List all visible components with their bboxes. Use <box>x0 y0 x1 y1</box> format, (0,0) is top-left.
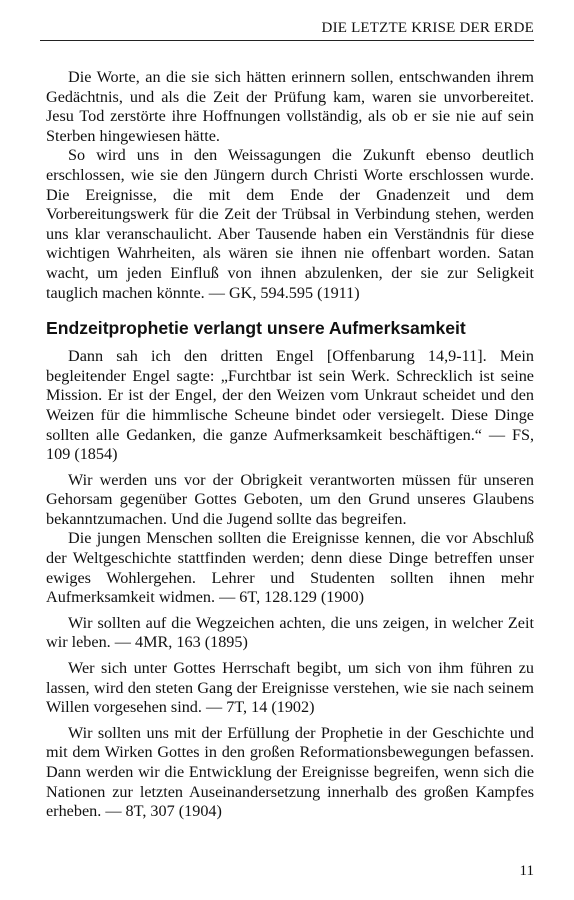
running-header <box>40 18 534 41</box>
section-heading: Endzeitprophetie verlangt unsere Aufmerksamkeit <box>46 318 466 339</box>
paragraph: So wird uns in den Weissagungen die Zukunft ebenso deutlich erschlossen, wie sie den Jüngern durch Christi Worte erschlossen wurde. Die Ereignisse, die mit dem Ende der Gnadenzeit und dem Vorbereitungswerk für die Zeit der Trübsal in Verbindung stehen, werden uns klar veranschaulicht. Aber Tausende haben ein Verständnis für diese wichtigen Wahrheiten, als wären sie ihnen nie offenbart worden. Satan wacht, um jeden Einfluß von ihnen abzulenken, der sie zur Seligkeit tauglich machen könnte. — GK, 594.595 (1911) <box>46 146 534 302</box>
paragraph: Die Worte, an die sie sich hätten erinnern sollen, entschwanden ihrem Gedächtnis, und als die Zeit der Prüfung kam, waren sie unvorbereitet. Jesu Tod zerstörte ihre Hoffnungen vollständig, als ob er sie nie auf sein Sterben hingewiesen hätte. <box>46 68 534 145</box>
paragraph: Wir sollten uns mit der Erfüllung der Prophetie in der Geschichte und mit dem Wirken Gottes in den großen Reformationsbewegungen befassen. Dann werden wir die Entwicklung der Ereignisse begreifen, wenn sich die Nationen zur letzten Auseinandersetzung innerhalb des großen Kampfes erheben. — 8T, 307 (1904) <box>46 723 534 821</box>
running-title: DIE LETZTE KRISE DER ERDE <box>321 20 534 36</box>
paragraph: Dann sah ich den dritten Engel [Offenbarung 14,9-11]. Mein begleitender Engel sagte: „Furchtbar ist sein Werk. Schrecklich ist seine Mission. Er ist der Engel, der den Weizen vom Unkraut scheidet und den Weizen für die himmlische Scheune bindet oder versiegelt. Diese Dinge sollten alle Gedanken, die ganze Aufmerksamkeit beschäftigen.“ — FS, 109 (1854) <box>46 347 534 464</box>
page-body <box>46 68 534 822</box>
paragraph: Die jungen Menschen sollten die Ereignisse kennen, die vor Abschluß der Weltgeschichte stattfinden werden; denn diese Dinge betreffen unser ewiges Wohlergehen. Lehrer und Studenten sollten ihnen mehr Aufmerksamkeit widmen. — 6T, 128.129 (1900) <box>46 529 534 607</box>
paragraph: Wir sollten auf die Wegzeichen achten, die uns zeigen, in welcher Zeit wir leben. — 4MR, 163 (1895) <box>46 613 534 652</box>
paragraph: Wer sich unter Gottes Herrschaft begibt, um sich von ihm führen zu lassen, wird den steten Gang der Ereignisse verstehen, wie sie nach seinem Willen vorgesehen sind. — 7T, 14 (1902) <box>46 659 534 717</box>
paragraph: Wir werden uns vor der Obrigkeit verantworten müssen für unseren Gehorsam gegenüber Gottes Geboten, um den Grund unseres Glaubens bekanntzumachen. Und die Jugend sollte das begreifen. <box>46 470 534 528</box>
page-number: 11 <box>519 863 534 879</box>
